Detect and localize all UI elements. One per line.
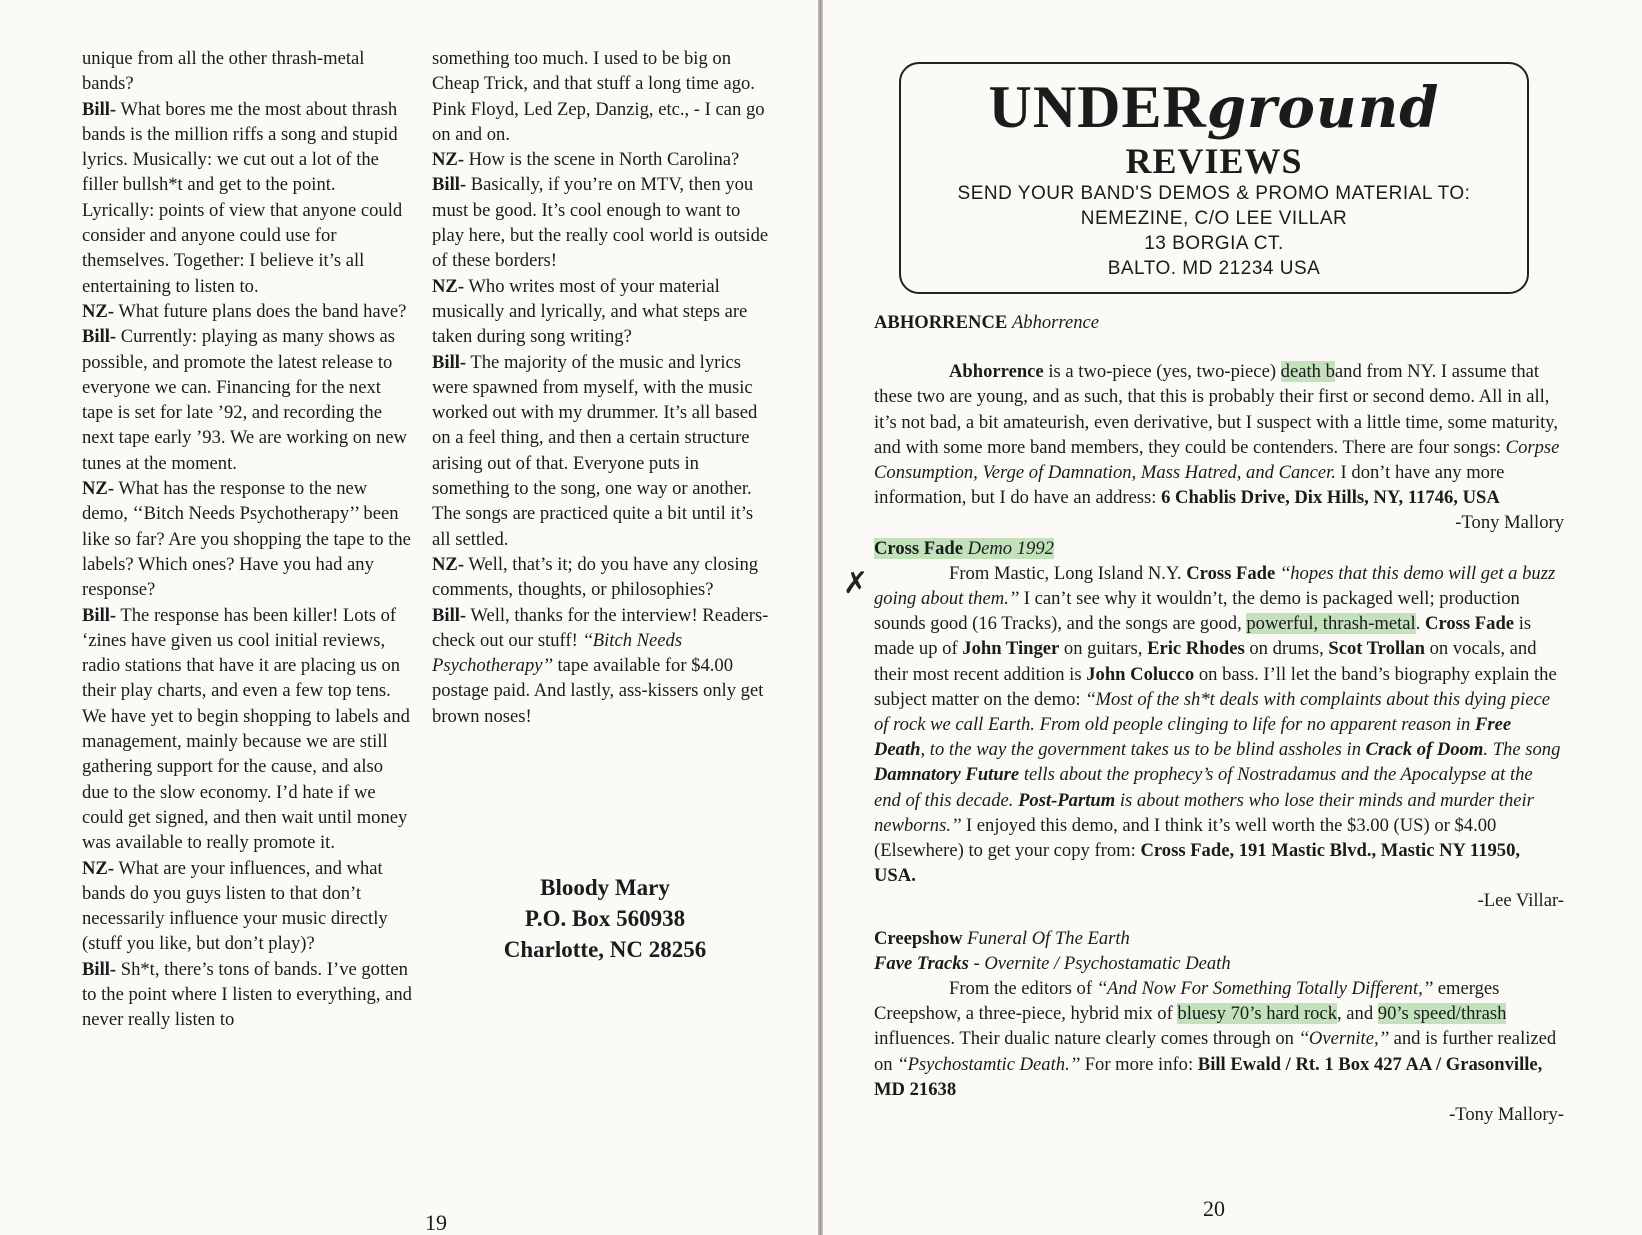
submission-line: NEMEZINE, C/O LEE VILLAR (1080, 208, 1348, 229)
title-script: ground (1206, 75, 1440, 141)
right-page (823, 0, 1642, 1235)
interview-paragraph: Bill- Well, thanks for the interview! Readers- check out our stuff! ‘‘Bitch Needs Psychotherapy’’ tape available for $4.00 postage paid. And lastly, ass-kissers only get brown noses! (432, 604, 769, 727)
interview-paragraph: Bill- Sh*t, there’s tons of bands. I’ve gotten to the point where I listen to everything, and never really listen to (82, 958, 412, 1031)
interview-paragraph: NZ- What future plans does the band have? (82, 300, 407, 322)
page-number: 20 (1203, 1196, 1225, 1221)
speaker-label: Bill- (432, 604, 467, 626)
speaker-label: Bill- (82, 98, 117, 120)
interview-paragraph: NZ- Well, that’s it; do you have any closing comments, thoughts, or philosophies? (432, 553, 759, 601)
review-author: -Lee Villar- (1477, 890, 1564, 912)
page-number: 19 (425, 1210, 447, 1235)
submission-line: BALTO. MD 21234 USA (1107, 258, 1321, 279)
speaker-label: NZ- (82, 300, 115, 322)
review-heading: ABHORRENCE Abhorrence (874, 312, 1100, 333)
speaker-label: NZ- (432, 149, 465, 171)
contact-line: Charlotte, NC 28256 (503, 937, 707, 962)
contact-line: Bloody Mary (540, 875, 670, 900)
interview-paragraph: Bill- The majority of the music and lyrics were spawned from myself, with the music worked out with my drummer. It’s all based on a feel thing, and then a certain structure arising out of that. Everyone puts in something to the song, one way or another. The songs are practiced quite a bit until it’s all settled. (432, 351, 758, 550)
section-subtitle: REVIEWS (1125, 141, 1303, 181)
reviews-header-box (899, 62, 1529, 294)
left-page (0, 0, 818, 1235)
review-text: From Mastic, Long Island N.Y. Cross Fade ‘‘hopes that this demo will get a buzz going about them.’’ I can’t see why it wouldn’t, the demo is packaged well; production sounds good (16 Tracks), and the songs are good, powerful, thrash-metal. Cross Fade is made up of John Tinger on guitars, Eric Rhodes on drums, Scot Trollan on vocals, and their most recent addition is John Colucco on bass. I’ll let the band’s biography explain the subject matter on the demo: ‘‘Most of the sh*t deals with complaints about this dying piece of rock we call Earth. From old people clinging to life for no apparent reason in Free Death, to the way the government takes us to be blind assholes in Crack of Doom. The song Damnatory Future tells about the prophecy’s of Nostradamus and the Apocalypse at the end of this decade. Post-Partum is about mothers who lose their minds and murder their newborns.’’ I enjoyed this demo, and I think it’s well worth the $3.00 (US) or $4.00 (Elsewhere) to get your copy from: Cross Fade, 191 Mastic Blvd., Mastic NY 11950, USA. (874, 562, 1561, 887)
contact-line: P.O. Box 560938 (524, 906, 686, 931)
handwritten-x-mark: ✗ (843, 566, 869, 601)
speaker-label: Bill- (82, 958, 117, 980)
speaker-label: Bill- (432, 351, 467, 373)
contact-address (440, 872, 770, 965)
submission-line: SEND YOUR BAND'S DEMOS & PROMO MATERIAL TO: (957, 183, 1471, 204)
speaker-label: Bill- (82, 326, 117, 348)
title-plain: UNDER (988, 74, 1207, 140)
speaker-label: NZ- (82, 857, 115, 879)
fave-tracks: Fave Tracks - Overnite / Psychostamatic Death (874, 952, 1231, 974)
interview-column-2 (432, 46, 772, 729)
interview-paragraph: unique from all the other thrash-metal bands? (82, 48, 365, 95)
interview-column-1 (82, 46, 412, 1033)
interview-paragraph: Bill- What bores me the most about thrash bands is the million riffs a song and stupid lyrics. Musically: we cut out a lot of the filler bullsh*t and get to the point. Lyrically: points of view that anyone could consider and anyone could use for themselves. Together: I believe it’s all entertaining to listen to. (82, 98, 403, 297)
interview-paragraph: NZ- How is the scene in North Carolina? (432, 149, 740, 171)
interview-paragraph: NZ- What has the response to the new demo, ‘‘Bitch Needs Psychotherapy’’ been like so far? Are you shopping the tape to the labels? Which ones? Have you had any response? (82, 478, 411, 601)
review-author: -Tony Mallory (1455, 512, 1564, 534)
speaker-label: NZ- (432, 275, 465, 297)
review-text: Abhorrence is a two-piece (yes, two-piece) death band from NY. I assume that these two are young, and as such, that this is probably their first or second demo. All in all, it’s not bad, a bit amateurish, even derivative, but I suspect with a little time, some maturity, and with some more band members, they could be contenders. There are four songs: Corpse Consumption, Verge of Damnation, Mass Hatred, and Cancer. I don’t have any more information, but I do have an address: 6 Chablis Drive, Dix Hills, NY, 11746, USA (874, 361, 1560, 509)
submission-line: 13 BORGIA CT. (1144, 233, 1284, 254)
review-text: From the editors of ‘‘And Now For Something Totally Different,’’ emerges Creepshow, a three-piece, hybrid mix of bluesy 70’s hard rock, and 90’s speed/thrash influences. Their dualic nature clearly comes through on ‘‘Overnite,’’ and is further realized on ‘‘Psychostamtic Death.’’ For more info: Bill Ewald / Rt. 1 Box 427 AA / Grasonville, MD 21638 (874, 978, 1557, 1100)
speaker-label: Bill- (432, 174, 467, 196)
speaker-label: NZ- (82, 478, 115, 500)
reviews-body (874, 310, 1564, 1127)
interview-paragraph: something too much. I used to be big on Cheap Trick, and that stuff a long time ago. Pink Floyd, Led Zep, Danzig, etc., - I can go on and on. (432, 48, 765, 145)
interview-paragraph: Bill- Basically, if you’re on MTV, then you must be good. It’s cool enough to want to play here, but the really cool world is outside of these borders! (432, 174, 769, 272)
review-heading: Creepshow Funeral Of The Earth (874, 927, 1130, 949)
speaker-label: Bill- (82, 604, 117, 626)
interview-paragraph: Bill- Currently: playing as many shows as possible, and promote the latest release to everyone we can. Financing for the next tape is set for late ’92, and recording the next tape early ’93. We are working on new tunes at the moment. (82, 326, 407, 474)
speaker-label: NZ- (432, 553, 465, 575)
section-title (901, 74, 1527, 141)
interview-paragraph: NZ- Who writes most of your material musically and lyrically, and what steps are taken during song writing? (432, 275, 748, 348)
review-heading: Cross Fade Demo 1992 (874, 537, 1054, 559)
interview-paragraph: NZ- What are your influences, and what bands do you guys listen to that don’t necessarily influence your music directly (stuff you like, but don’t play)? (82, 857, 388, 955)
review-author: -Tony Mallory- (1449, 1104, 1564, 1126)
interview-paragraph: Bill- The response has been killer! Lots of ‘zines have given us cool initial reviews, radio stations that have it are placing us on their play charts, and even a few top tens. We have yet to begin shopping to labels and management, mainly because we are still gathering support for the cause, and also due to the slow economy. I’d hate if we could get signed, and then wait until money was available to really promote it. (82, 604, 410, 854)
